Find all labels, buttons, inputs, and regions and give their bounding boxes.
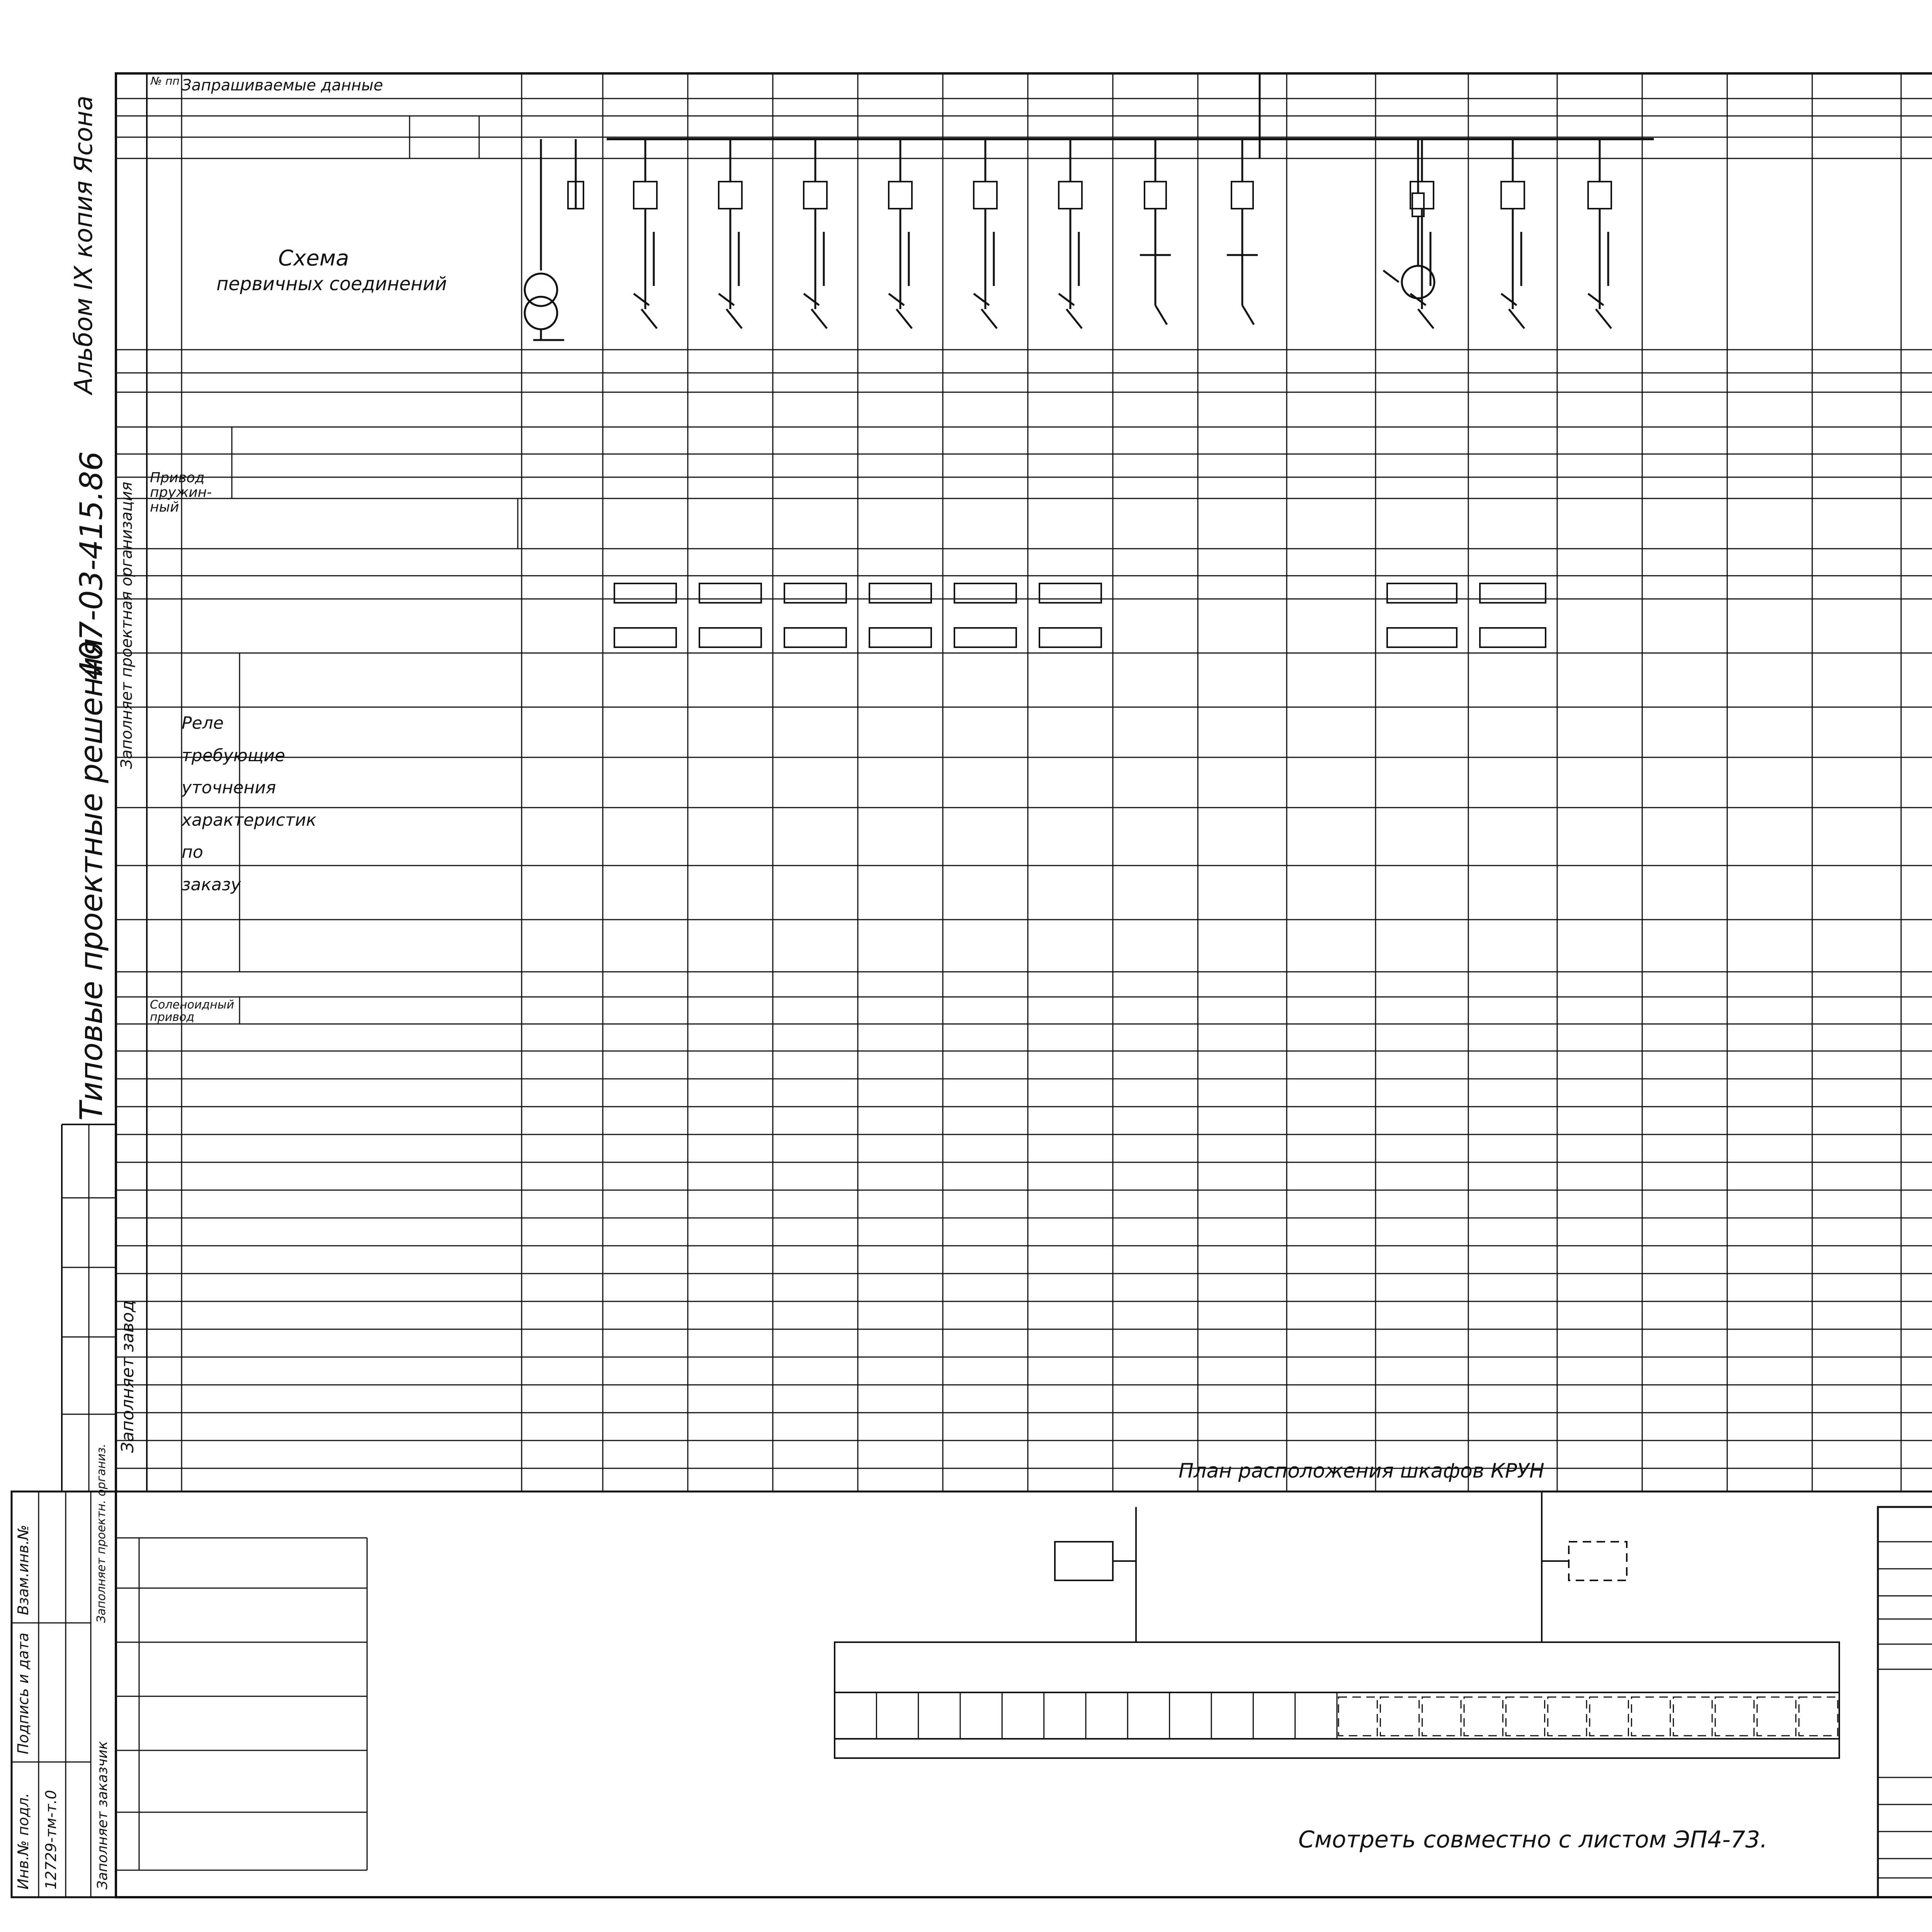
plan-cabinet bbox=[1588, 1692, 1630, 1739]
plan-cabinet bbox=[1002, 1692, 1044, 1739]
plan-cabinet bbox=[835, 1692, 876, 1739]
inv-label-2: Подпись и дата bbox=[15, 1633, 32, 1754]
plan-title: План расположения шкафов КРУН bbox=[1179, 1459, 1544, 1483]
plan-cabinet bbox=[876, 1692, 918, 1739]
fill-org-label: Заполняет проектная организация bbox=[118, 481, 136, 769]
inv-label-1: Инв.№ подл. bbox=[15, 1793, 32, 1889]
plan-cabinet bbox=[1253, 1692, 1295, 1739]
fill-org-short-label: Заполняет проектн. организ. bbox=[95, 1444, 108, 1623]
plan-cabinet bbox=[1295, 1692, 1337, 1739]
plan-cabinet bbox=[1421, 1692, 1463, 1739]
plan-cabinet bbox=[1379, 1692, 1420, 1739]
privod-label: Привод пружин-ный bbox=[150, 470, 212, 515]
plan-cabinet bbox=[1128, 1692, 1169, 1739]
plan-cabinet bbox=[1672, 1692, 1714, 1739]
plan-cabinet bbox=[1086, 1692, 1128, 1739]
album-note: Альбом IX копия Ясона bbox=[70, 95, 98, 394]
plan-cabinet bbox=[1798, 1692, 1839, 1739]
header-no: № пп bbox=[151, 75, 180, 87]
header-title: Запрашиваемые данные bbox=[182, 77, 383, 94]
plan-cabinet bbox=[1211, 1692, 1253, 1739]
row4-label-b: первичных соединений bbox=[216, 273, 447, 295]
plan-cabinet bbox=[960, 1692, 1002, 1739]
fill-plant-label: Заполняет завод bbox=[118, 1300, 138, 1453]
relay-label: Реле требующие уточнения характеристик по заказу bbox=[182, 713, 316, 895]
plan-cabinet bbox=[1504, 1692, 1546, 1739]
plan-cabinet bbox=[918, 1692, 960, 1739]
plan-cabinet bbox=[1630, 1692, 1672, 1739]
plan-cabinet bbox=[1714, 1692, 1755, 1739]
see-also-note: Смотреть совместно с листом ЭП4-73. bbox=[1298, 1826, 1768, 1853]
designation-vertical: 407-03-415.86 bbox=[73, 451, 109, 680]
plan-cabinet bbox=[1463, 1692, 1504, 1739]
inv-label-3: Взам.инв.№ bbox=[15, 1525, 32, 1615]
plan-cabinet bbox=[1044, 1692, 1086, 1739]
row4-label-a: Схема bbox=[278, 246, 349, 271]
plan-cabinet bbox=[1755, 1692, 1797, 1739]
plan-cabinet bbox=[1337, 1692, 1379, 1739]
plan-cabinet bbox=[1546, 1692, 1588, 1739]
series-vertical: Типовые проектные решения bbox=[73, 638, 109, 1121]
fill-customer-label: Заполняет заказчик bbox=[95, 1741, 111, 1889]
inv-number: 12729-тм-т.0 bbox=[43, 1790, 60, 1889]
plan-cabinet bbox=[1170, 1692, 1211, 1739]
solenoid-label: Соленоидный привод bbox=[150, 998, 234, 1024]
